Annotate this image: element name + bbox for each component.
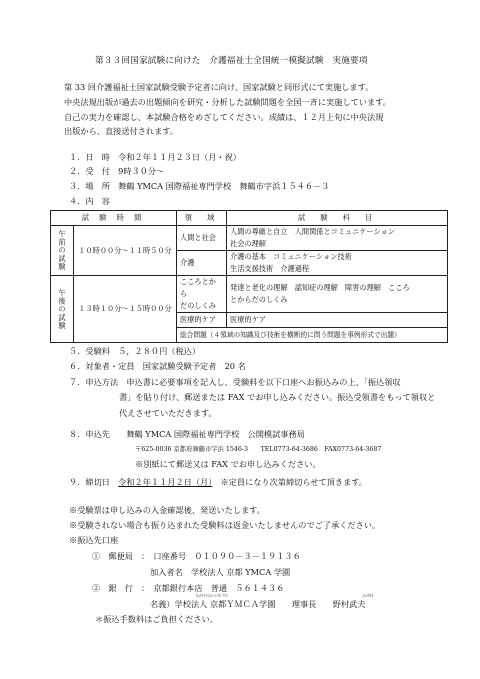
field-cell: 人間と社会 <box>177 226 227 251</box>
morning-exam-time: １０時００分～１１時５０分 <box>74 226 177 276</box>
postal-transfer-account-name: 加入者名 学校法人 京都 YMCA 学園 <box>150 567 291 577</box>
page-title: 第３３回国家試験に向けた 介護福祉士全国統一模擬試験 実施要項 <box>95 56 368 66</box>
table-row <box>51 276 448 313</box>
note-1: ※受験票は申し込みの入金確認後、発送いたします。 <box>69 505 265 515</box>
morning-exam-label: 午前の試験 <box>51 226 74 276</box>
item-7-line-3: 代えさせていただきます。 <box>119 408 217 418</box>
director-name-ruby: ﾉﾑﾗﾀｹｵ <box>362 593 374 598</box>
item-9-deadline: ９．締切日 令和２年１１月２日（月） ※定員になり次第締切らせて頂きます。 <box>69 477 367 487</box>
deadline-date: 令和２年１１月２日（月） <box>118 477 213 487</box>
bank-transfer-account: ② 銀 行 ： 京都銀行本店 普通 ５６１４３６ <box>92 583 285 593</box>
afternoon-exam-time: １３時１０分～１５時００分 <box>74 276 177 343</box>
exam-schedule-table <box>50 210 448 343</box>
intro-line-1: 第 33 回介護福祉士国家試験受験予定者に向け、国家試験と同形式にて実施します。 <box>64 82 374 92</box>
intro-line-4: 出版から、直接送付されます。 <box>64 126 178 136</box>
item-3-venue: ３．場 所 舞鶴 YMCA 国際福祉専門学校 舞鶴市字浜１５４６－３ <box>69 181 330 191</box>
account-name-ruby: ｷｮｳﾄﾜｲｴﾑｼｰｴｲｶﾞｸｴﾝ <box>196 593 229 598</box>
afternoon-exam-label: 午後の試験 <box>51 276 74 343</box>
item-6-target: ６．対象者・定員 国家試験受験予定者 20 名 <box>69 361 246 371</box>
item-7-line-2: 書」を貼り付け、郵送または FAX でお申し込みください。振込受領書をもって領収と <box>119 392 436 402</box>
subject-cell: 介護の基本 コミュニケーション技術 生活支援技術 介護過程 <box>227 251 448 276</box>
address-contact-line: 〒625-0036 京都府舞鶴市字浜 1546-3 TEL0773-64-3686 FAX0773-64-3687 <box>135 446 382 453</box>
item-4-content-heading: ４．内 容 <box>69 196 110 206</box>
subject-cell: 人間の尊厳と自立 人間関係とコミュニケーション 社会の理解 <box>227 226 448 251</box>
table-row <box>51 226 448 251</box>
subject-cell: 発達と老化の理解 認知症の理解 障害の理解 こころ とからだのしくみ <box>227 276 448 313</box>
item-2-reception: ２．受 付 9時３０分～ <box>69 166 165 176</box>
item-5-fee: ５．受験料 ５，２８０円（税込） <box>69 346 201 356</box>
field-cell: 介護 <box>177 251 227 276</box>
subject-cell: 医療的ケア <box>227 313 448 328</box>
comprehensive-problem-cell: 総合問題（４領域の知識及び技術を横断的に問う問題を事例形式で出題） <box>177 328 448 343</box>
intro-line-2: 中央法規出版が過去の出題傾向を研究・分析した試験問題を全国一斉に実施しています。 <box>64 97 391 107</box>
bank-transfer-account-name: 名義）学校法人 京都ＹＭＣＡ学園 理事長 野村武夫 <box>150 599 366 609</box>
transfer-heading: ※振込先口座 <box>69 535 119 545</box>
item-8-application-address: ８．申込先 舞鶴 YMCA 国際福祉専門学校 公開模試事務局 <box>69 429 305 439</box>
table-header-row <box>51 211 448 226</box>
mail-note: ※別紙にて郵送又は FAX でお申し込みください。 <box>135 459 321 469</box>
postal-transfer-account: ① 郵便局 ： 口座番号 ０１０９０－３－１９１３６ <box>92 551 301 561</box>
header-field: 領 域 <box>177 211 227 226</box>
item-1-date: １．日 時 令和２年１１月２３日（月・祝） <box>69 152 241 162</box>
header-subject: 試 験 科 目 <box>227 211 448 226</box>
note-2: ※受験されない場合も振り込まれた受験料は返金いたしませんのでご了承ください。 <box>69 520 381 530</box>
header-exam-time: 試 験 時 間 <box>51 211 177 226</box>
field-cell: こころとから だのしくみ <box>177 276 227 313</box>
item-7-application-method: ７．申込方法 申込書に必要事項を記入し、受験料を以下口座へお振込みの上、「振込領収 <box>69 377 401 387</box>
transfer-fee-note: ＊振込手数料はご負担ください。 <box>95 614 218 624</box>
field-cell: 医療的ケア <box>177 313 227 328</box>
intro-line-3: 自己の実力を確認し、本試験合格をめざしてください。成績は、１２月上旬に中央法規 <box>64 112 384 122</box>
